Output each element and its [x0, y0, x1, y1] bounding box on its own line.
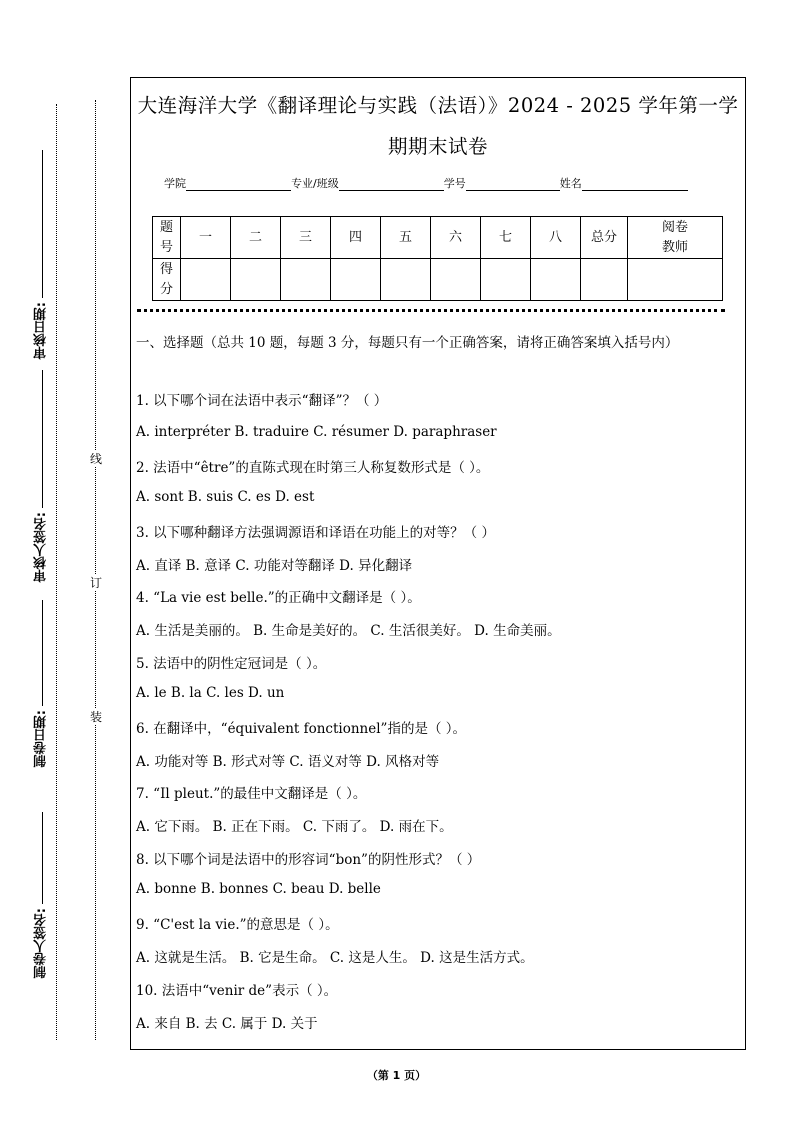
- reviewer-sign-label: 审核人签名:: [34, 512, 49, 583]
- options-8: A. bonne B. bonnes C. beau D. belle: [136, 881, 381, 897]
- col-6: 六: [431, 217, 481, 259]
- score-table-score-row: [153, 259, 723, 301]
- dotted-fold-line: [56, 104, 57, 1040]
- name-label: 姓名: [559, 177, 582, 190]
- bind-char-ding: 订: [89, 576, 102, 590]
- make-date-line: [42, 600, 43, 706]
- score-cell-1[interactable]: [181, 259, 231, 301]
- maker-sign-line: [42, 812, 43, 904]
- question-6: 6. 在翻译中，“équivalent fonctionnel”指的是（ ）。: [136, 721, 466, 737]
- student-id-label: 学号: [443, 177, 466, 190]
- question-4: 4. “La vie est belle.”的正确中文翻译是（ ）。: [136, 590, 421, 606]
- question-8: 8. 以下哪个词是法语中的形容词“bon”的阴性形式？（ ）: [136, 852, 481, 868]
- col-1: 一: [181, 217, 231, 259]
- options-7: A. 它下雨。 B. 正在下雨。 C. 下雨了。 D. 雨在下。: [136, 819, 453, 835]
- exam-title-line2: 期期末试卷: [387, 135, 488, 158]
- col-8: 八: [531, 217, 581, 259]
- options-2: A. sont B. suis C. es D. est: [136, 489, 315, 505]
- score-cell-8[interactable]: [531, 259, 581, 301]
- page-number: （第 1 页）: [366, 1069, 427, 1082]
- options-10: A. 来自 B. 去 C. 属于 D. 关于: [136, 1016, 318, 1032]
- maker-sign-label: 制卷人签名:: [34, 908, 49, 979]
- score-cell-7[interactable]: [481, 259, 531, 301]
- binding-margin: [0, 0, 128, 1122]
- score-cell-total[interactable]: [581, 259, 628, 301]
- dotted-separator: [137, 309, 725, 312]
- review-date-label: 审核日期:: [34, 302, 49, 360]
- section-heading: 一、选择题（总共 10 题，每题 3 分，每题只有一个正确答案，请将正确答案填入括号内）: [136, 335, 679, 351]
- college-label: 学院: [164, 177, 186, 190]
- options-1: A. interpréter B. traduire C. résumer D. paraphraser: [136, 424, 497, 440]
- question-10: 10. 法语中“venir de”表示（ ）。: [136, 983, 338, 999]
- student-info-row: [164, 175, 688, 191]
- col-total: 总分: [581, 217, 628, 259]
- make-date-label: 制卷日期:: [34, 710, 49, 768]
- score-cell-6[interactable]: [431, 259, 481, 301]
- question-1: 1. 以下哪个词在法语中表示“翻译”？（ ）: [136, 393, 388, 409]
- college-field[interactable]: [186, 178, 291, 191]
- score-cell-grader[interactable]: [628, 259, 723, 301]
- question-5: 5. 法语中的阴性定冠词是（ ）。: [136, 656, 327, 672]
- question-9: 9. “C'est la vie.”的意思是（ ）。: [136, 917, 339, 933]
- question-3: 3. 以下哪种翻译方法强调源语和译语在功能上的对等？（ ）: [136, 525, 495, 541]
- dotted-cut-line: [95, 100, 96, 1040]
- score-cell-5[interactable]: [381, 259, 431, 301]
- name-field[interactable]: [582, 178, 688, 191]
- col-3: 三: [281, 217, 331, 259]
- col-grader: 阅卷教师: [628, 217, 723, 259]
- col-7: 七: [481, 217, 531, 259]
- options-3: A. 直译 B. 意译 C. 功能对等翻译 D. 异化翻译: [136, 558, 413, 574]
- bind-char-zhuang: 装: [89, 710, 102, 724]
- exam-title-line1: 大连海洋大学《翻译理论与实践（法语）》2024 - 2025 学年第一学: [137, 94, 739, 117]
- row-label-tihao: 题号: [153, 217, 181, 259]
- options-4: A. 生活是美丽的。 B. 生命是美好的。 C. 生活很美好。 D. 生命美丽。: [136, 623, 561, 639]
- score-cell-4[interactable]: [331, 259, 381, 301]
- review-date-line: [42, 150, 43, 298]
- question-7: 7. “Il pleut.”的最佳中文翻译是（ ）。: [136, 786, 367, 802]
- options-6: A. 功能对等 B. 形式对等 C. 语义对等 D. 风格对等: [136, 754, 440, 770]
- question-2: 2. 法语中“être”的直陈式现在时第三人称复数形式是（ ）。: [136, 460, 490, 476]
- col-2: 二: [231, 217, 281, 259]
- col-5: 五: [381, 217, 431, 259]
- score-cell-2[interactable]: [231, 259, 281, 301]
- student-id-field[interactable]: [466, 178, 560, 191]
- exam-frame: [130, 77, 746, 1050]
- col-4: 四: [331, 217, 381, 259]
- score-table: [152, 216, 723, 301]
- score-cell-3[interactable]: [281, 259, 331, 301]
- options-9: A. 这就是生活。 B. 它是生命。 C. 这是人生。 D. 这是生活方式。: [136, 950, 534, 966]
- row-label-defen: 得分: [153, 259, 181, 301]
- major-field[interactable]: [339, 178, 444, 191]
- bind-char-xian: 线: [89, 452, 102, 466]
- options-5: A. le B. la C. les D. un: [136, 685, 285, 701]
- major-label: 专业/班级: [291, 177, 339, 190]
- score-table-header-row: [153, 217, 723, 259]
- reviewer-sign-line: [42, 370, 43, 508]
